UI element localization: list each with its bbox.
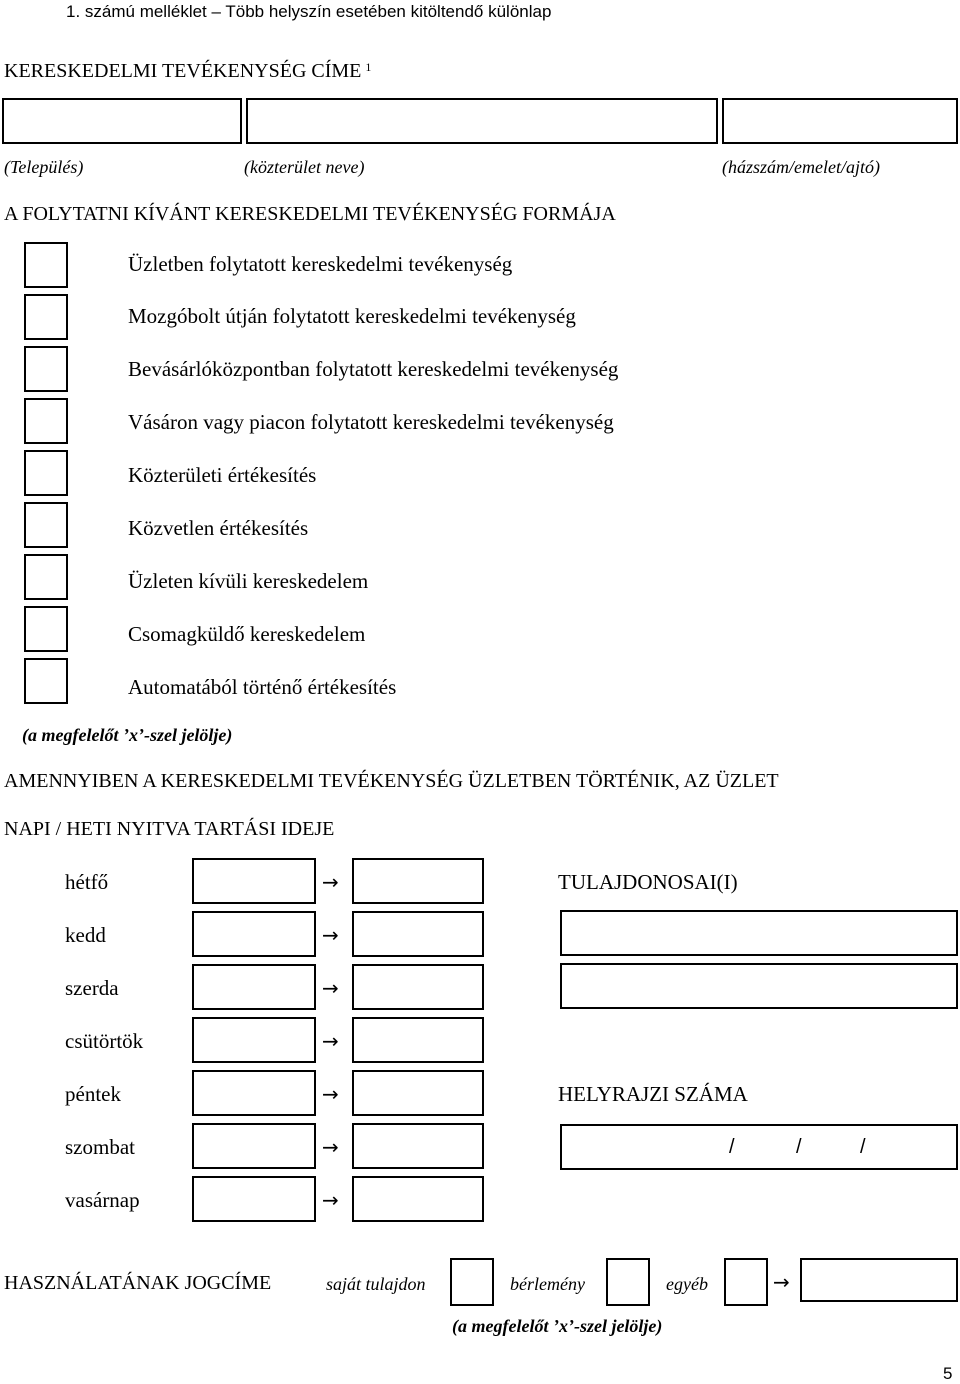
checkbox-lease[interactable] (606, 1258, 650, 1306)
checkbox-market[interactable] (24, 398, 68, 444)
house-number-label: (házszám/emelet/ajtó) (722, 157, 880, 177)
owners-heading: TULAJDONOSAI(I) (558, 870, 738, 894)
arrow-icon: → (322, 1135, 339, 1159)
option-mail-order: Csomagküldő kereskedelem (128, 622, 366, 646)
parcel-heading: HELYRAJZI SZÁMA (558, 1082, 748, 1106)
form-type-heading: A FOLYTATNI KÍVÁNT KERESKEDELMI TEVÉKENYSÉG FORMÁJA (4, 203, 616, 225)
checkbox-vending[interactable] (24, 658, 68, 704)
option-off-premises: Üzleten kívüli kereskedelem (128, 569, 369, 593)
parcel-separator: / (796, 1136, 802, 1158)
address-heading (4, 60, 371, 83)
checkbox-other[interactable] (724, 1258, 768, 1306)
usage-heading: HASZNÁLATÁNAK JOGCÍME (4, 1272, 272, 1294)
day-monday: hétfő (65, 870, 109, 894)
other-usage-field[interactable] (800, 1258, 958, 1302)
arrow-icon: → (322, 1029, 339, 1053)
day-wednesday: szerda (65, 976, 119, 1000)
arrow-icon: → (322, 1082, 339, 1106)
wednesday-close-field[interactable] (352, 964, 484, 1010)
option-market: Vásáron vagy piacon folytatott kereskedelmi tevékenység (128, 410, 614, 434)
wednesday-open-field[interactable] (192, 964, 316, 1010)
parcel-number-field[interactable] (560, 1124, 958, 1170)
opening-hours-heading-2: NAPI / HETI NYITVA TARTÁSI IDEJE (4, 818, 335, 840)
parcel-separator: / (860, 1136, 866, 1158)
footnote-mark: 1 (365, 60, 372, 74)
checkbox-shop[interactable] (24, 242, 68, 288)
owner-field-1[interactable] (560, 910, 958, 956)
arrow-icon: → (322, 870, 339, 894)
friday-open-field[interactable] (192, 1070, 316, 1116)
tuesday-close-field[interactable] (352, 911, 484, 957)
day-sunday: vasárnap (65, 1188, 140, 1212)
usage-option-lease: bérlemény (510, 1274, 585, 1294)
usage-option-own: saját tulajdon (326, 1274, 426, 1294)
option-shop: Üzletben folytatott kereskedelmi tevékenység (128, 252, 513, 276)
checkbox-public-space[interactable] (24, 450, 68, 496)
day-tuesday: kedd (65, 923, 106, 947)
option-mobile-shop: Mozgóbolt útján folytatott kereskedelmi tevékenység (128, 304, 576, 328)
option-direct-sales: Közvetlen értékesítés (128, 516, 309, 540)
day-friday: péntek (65, 1082, 121, 1106)
usage-option-other: egyéb (666, 1274, 708, 1294)
usage-instruction: (a megfelelőt ’x’-szel jelölje) (452, 1316, 663, 1336)
arrow-icon: → (773, 1270, 790, 1294)
settlement-label: (Település) (4, 157, 84, 177)
monday-open-field[interactable] (192, 858, 316, 904)
thursday-close-field[interactable] (352, 1017, 484, 1063)
address-heading-text: KERESKEDELMI TEVÉKENYSÉG CÍME (4, 60, 362, 82)
form-type-instruction: (a megfelelőt ’x’-szel jelölje) (22, 725, 233, 745)
checkbox-own-property[interactable] (450, 1258, 494, 1306)
day-saturday: szombat (65, 1135, 135, 1159)
page-number: 5 (943, 1364, 953, 1383)
arrow-icon: → (322, 923, 339, 947)
friday-close-field[interactable] (352, 1070, 484, 1116)
house-number-field[interactable] (722, 98, 958, 144)
checkbox-mobile-shop[interactable] (24, 294, 68, 340)
opening-hours-heading-1: AMENNYIBEN A KERESKEDELMI TEVÉKENYSÉG ÜZLETBEN TÖRTÉNIK, AZ ÜZLET (4, 770, 779, 792)
option-vending: Automatából történő értékesítés (128, 675, 397, 699)
page-header: 1. számú melléklet – Több helyszín esetében kitöltendő különlap (66, 2, 552, 21)
saturday-close-field[interactable] (352, 1123, 484, 1169)
saturday-open-field[interactable] (192, 1123, 316, 1169)
arrow-icon: → (322, 1188, 339, 1212)
settlement-field[interactable] (2, 98, 242, 144)
option-mall: Bevásárlóközpontban folytatott kereskedelmi tevékenység (128, 357, 619, 381)
checkbox-direct-sales[interactable] (24, 502, 68, 548)
checkbox-off-premises[interactable] (24, 554, 68, 600)
thursday-open-field[interactable] (192, 1017, 316, 1063)
checkbox-mall[interactable] (24, 346, 68, 392)
street-field[interactable] (246, 98, 718, 144)
checkbox-mail-order[interactable] (24, 606, 68, 652)
day-thursday: csütörtök (65, 1029, 144, 1053)
sunday-open-field[interactable] (192, 1176, 316, 1222)
parcel-separator: / (729, 1136, 735, 1158)
option-public-space: Közterületi értékesítés (128, 463, 317, 487)
owner-field-2[interactable] (560, 963, 958, 1009)
tuesday-open-field[interactable] (192, 911, 316, 957)
street-label: (közterület neve) (244, 157, 365, 177)
sunday-close-field[interactable] (352, 1176, 484, 1222)
arrow-icon: → (322, 976, 339, 1000)
monday-close-field[interactable] (352, 858, 484, 904)
